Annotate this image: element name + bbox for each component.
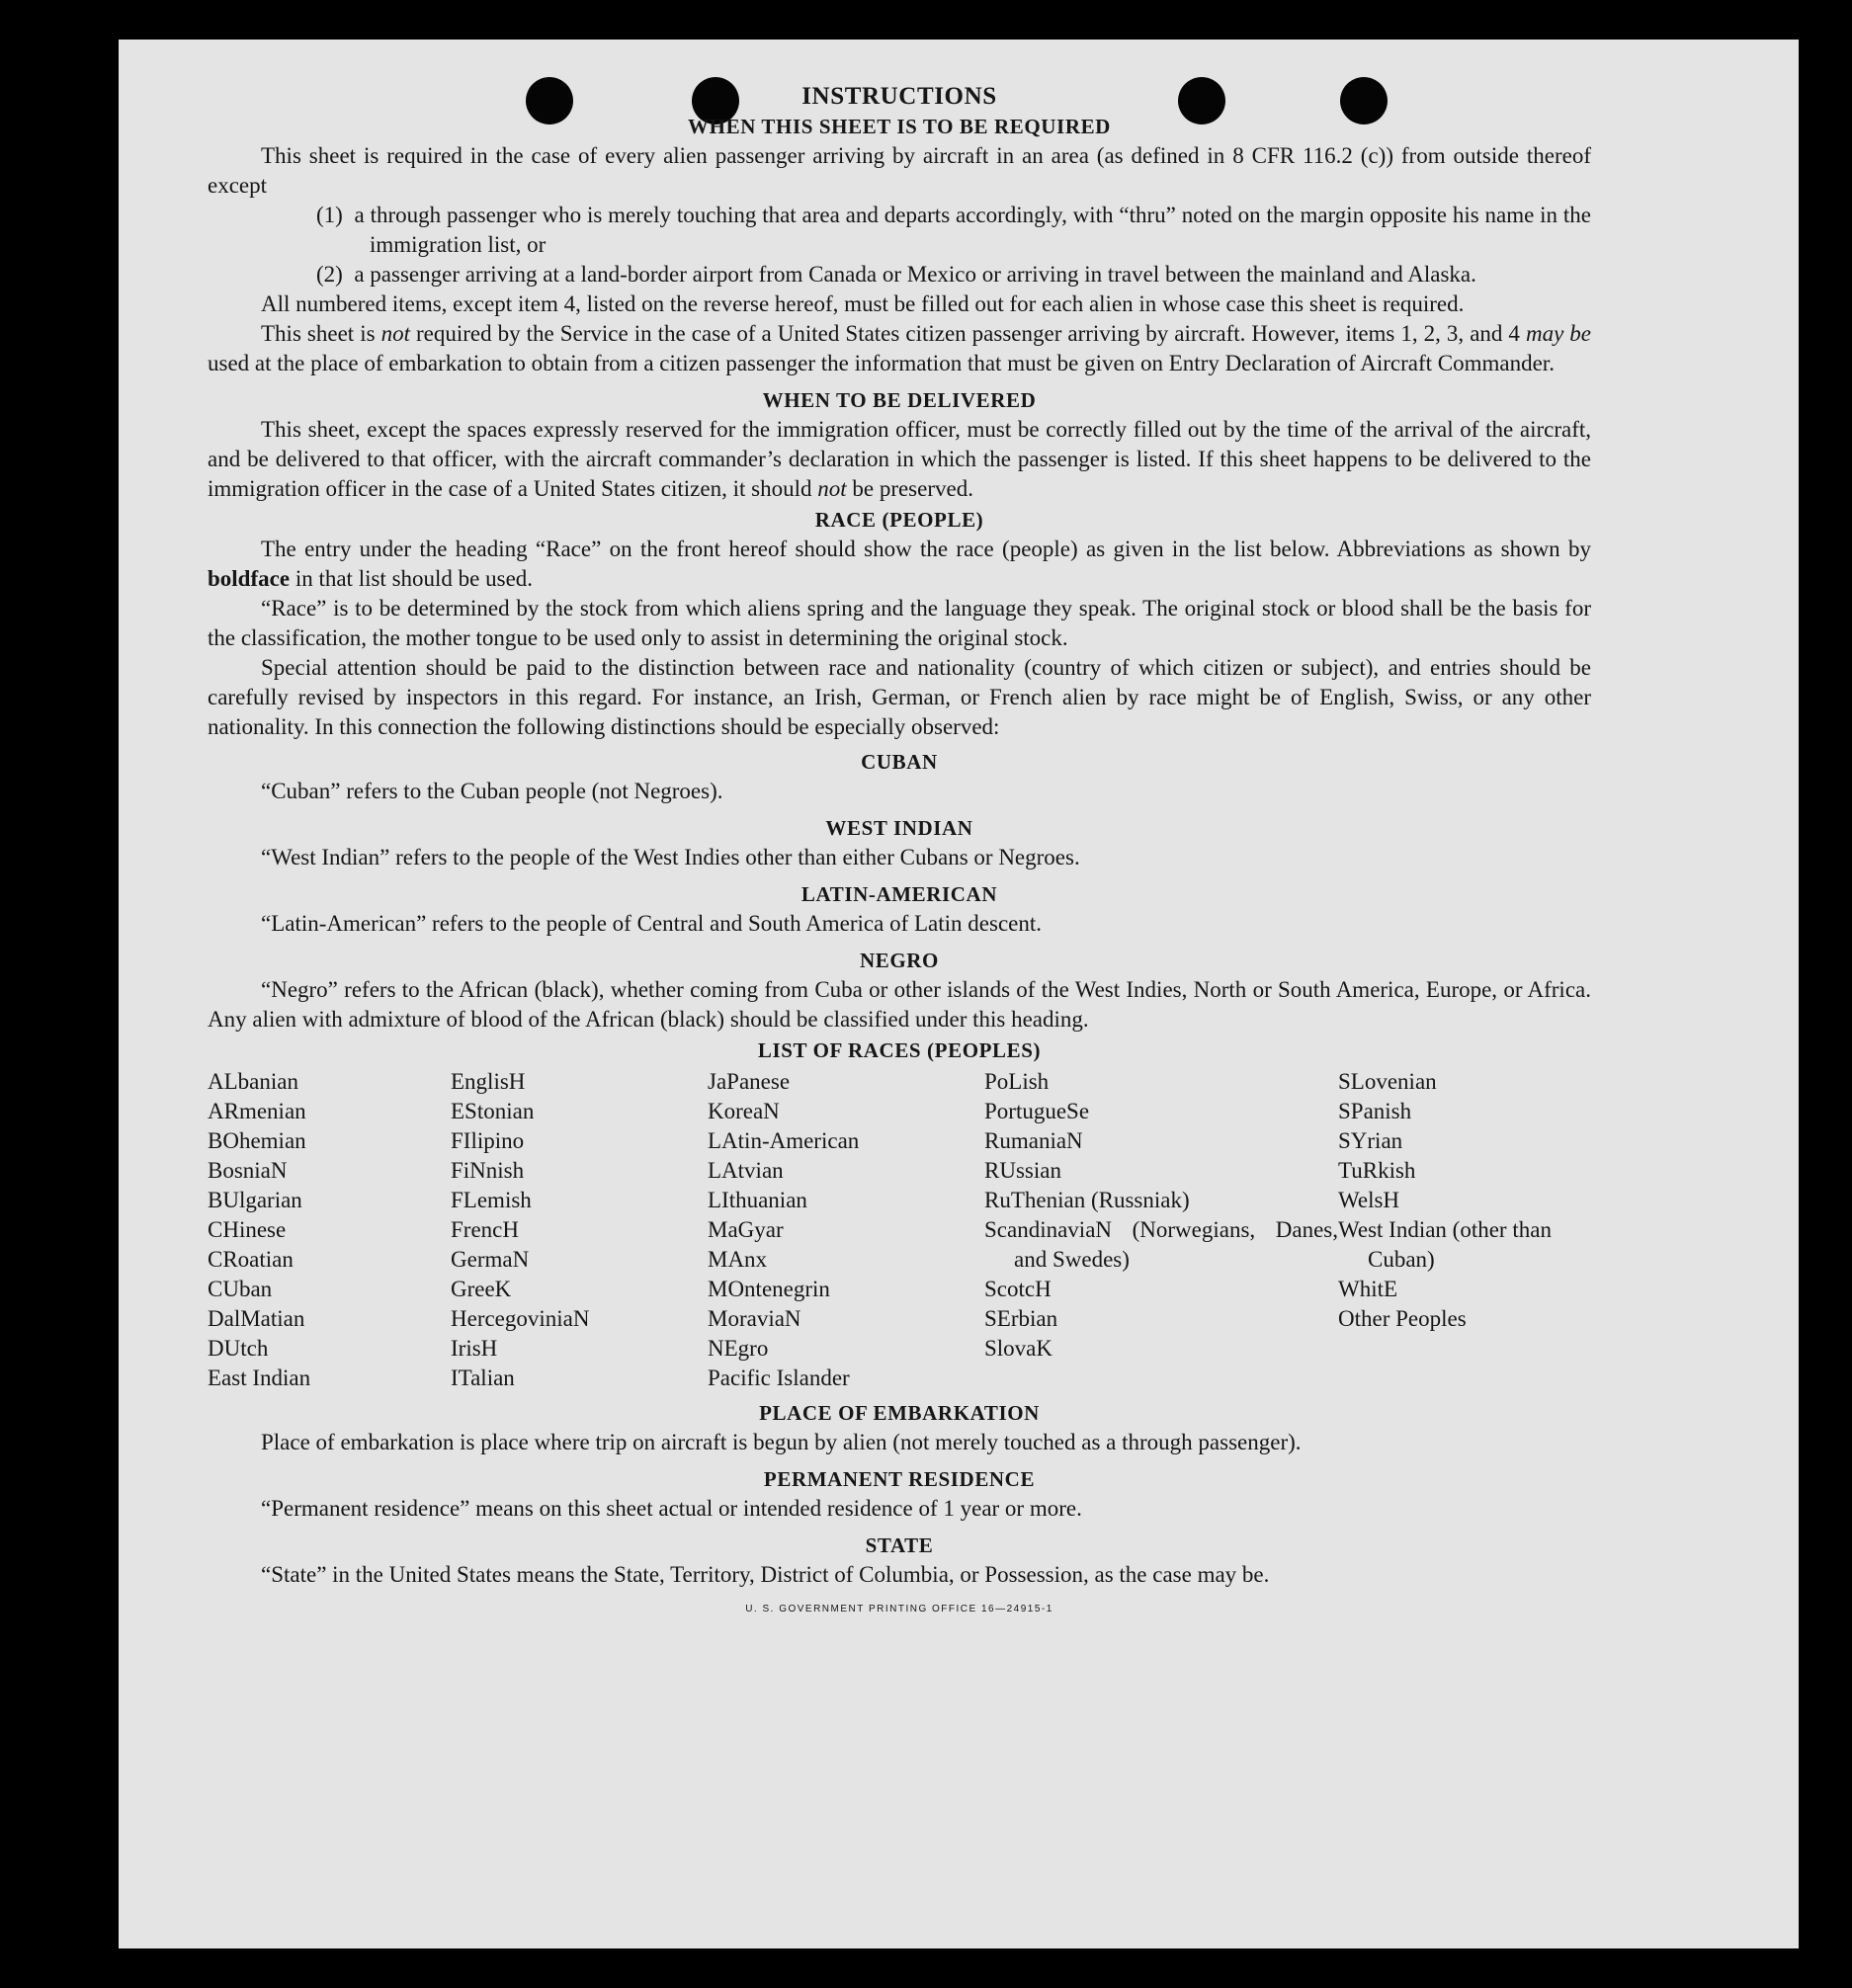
races-column [208, 1067, 451, 1393]
race-entry: BUlgarian [208, 1188, 302, 1212]
section-heading-delivered: WHEN TO BE DELIVERED [762, 388, 1037, 412]
text-run: used at the place of embarkation to obtain from a citizen passenger the information that must be given on Entry Declaration of Aircraft Commander. [208, 351, 1555, 375]
emphasis: not [817, 476, 847, 501]
section-heading-required: WHEN THIS SHEET IS TO BE REQUIRED [688, 115, 1111, 138]
races-column [984, 1067, 1338, 1393]
race-entry: ITalian [451, 1366, 515, 1390]
race-entry: GreeK [451, 1277, 512, 1301]
bold-text: boldface [208, 566, 291, 591]
section-heading-state: STATE [865, 1533, 934, 1557]
section-heading-races-list: LIST OF RACES (PEOPLES) [757, 1038, 1042, 1062]
race-entry: EnglisH [451, 1069, 526, 1094]
race-entry: Other Peoples [1338, 1306, 1467, 1331]
cuban-definition: “Cuban” refers to the Cuban people (not Negroes). [261, 779, 723, 803]
race-entry: DUtch [208, 1336, 269, 1361]
citizen-paragraph [208, 319, 1591, 378]
race-entry: CHinese [208, 1217, 287, 1242]
race-entry: LAtin-American [708, 1128, 860, 1153]
race-entry: MaGyar [708, 1217, 784, 1242]
race-entry: Pacific Islander [708, 1366, 850, 1390]
race-entry: IrisH [451, 1336, 498, 1361]
text-run: required by the Service in the case of a United States citizen passenger arriving by aircraft. However, items 1, 2, 3, and 4 [409, 321, 1526, 346]
section-heading-cuban: CUBAN [861, 750, 938, 774]
race-entry: SlovaK [984, 1336, 1052, 1361]
document-page [119, 40, 1799, 1948]
race-entry: TuRkish [1338, 1158, 1416, 1183]
race-entry: FLemish [451, 1188, 532, 1212]
race-entry: ScotcH [984, 1277, 1052, 1301]
race-paragraph-3: Special attention should be paid to the distinction between race and nationality (country of which citizen or subject), and entries should be carefully revised by inspectors in this regard. For instance, an Irish, German, or French alien by race might be of English, Swiss, or any other nationality. In this connection the following distinctions should be especially observed: [208, 655, 1591, 739]
text-run: be preserved. [846, 476, 973, 501]
race-entry: PoLish [984, 1069, 1050, 1094]
section-heading-negro: NEGRO [859, 949, 939, 972]
residence-definition: “Permanent residence” means on this sheet actual or intended residence of 1 year or more. [261, 1496, 1082, 1521]
race-entry: RUssian [984, 1158, 1061, 1183]
race-entry: PortugueSe [984, 1099, 1090, 1123]
section-heading-embarkation: PLACE OF EMBARKATION [759, 1401, 1040, 1425]
race-entry: MOntenegrin [708, 1277, 830, 1301]
document-body [208, 83, 1591, 1615]
item-text: a through passenger who is merely touching that area and departs accordingly, with “thru” noted on the margin opposite his name in the immigration list, or [354, 203, 1592, 257]
races-list [208, 1067, 1591, 1393]
races-column [1338, 1067, 1591, 1393]
item-number: (2) [316, 262, 343, 287]
race-entry: WelsH [1338, 1188, 1400, 1212]
race-entry: RumaniaN [984, 1128, 1083, 1153]
emphasis: may be [1525, 321, 1592, 346]
race-entry: MAnx [708, 1247, 768, 1272]
race-entry: WhitE [1338, 1277, 1398, 1301]
race-entry: EStonian [451, 1099, 535, 1123]
text-run: This sheet is [261, 321, 381, 346]
race-entry: HercegoviniaN [451, 1306, 590, 1331]
required-paragraph: This sheet is required in the case of every alien passenger arriving by aircraft in an area (as defined in 8 CFR 116.2 (c)) from outside thereof except [208, 143, 1591, 198]
latin-american-definition: “Latin-American” refers to the people of Central and South America of Latin descent. [261, 911, 1042, 936]
race-entry: SPanish [1338, 1099, 1412, 1123]
race-entry: SErbian [984, 1306, 1058, 1331]
race-entry: ScandinaviaN (Norwegians, Danes, and Swedes) [984, 1217, 1338, 1272]
text-run: The entry under the heading “Race” on the front hereof should show the race (people) as given in the list below. Abbreviations as shown by [261, 537, 1591, 561]
text-run: This sheet, except the spaces expressly reserved for the immigration officer, must be correctly filled out by the time of the arrival of the aircraft, and be delivered to that officer, with the aircraft commander’s declaration in which the passenger is listed. If this sheet happens to be delivered to the immigration officer in the case of a United States citizen, it should [208, 417, 1591, 501]
race-entry: SLovenian [1338, 1069, 1437, 1094]
race-entry: LIthuanian [708, 1188, 807, 1212]
printer-imprint: U. S. GOVERNMENT PRINTING OFFICE 16—24915-1 [745, 1604, 1053, 1615]
race-entry: MoraviaN [708, 1306, 801, 1331]
race-entry: East Indian [208, 1366, 311, 1390]
race-entry: FIlipino [451, 1128, 525, 1153]
race-entry: SYrian [1338, 1128, 1403, 1153]
section-heading-race: RACE (PEOPLE) [814, 508, 984, 532]
west-indian-definition: “West Indian” refers to the people of the West Indies other than either Cubans or Negroes. [261, 845, 1080, 870]
race-entry: ALbanian [208, 1069, 298, 1094]
race-entry: West Indian (other than Cuban) [1338, 1217, 1552, 1272]
page-title: INSTRUCTIONS [801, 83, 997, 110]
race-entry: NEgro [708, 1336, 769, 1361]
exception-item-2 [316, 260, 1591, 290]
race-entry: ARmenian [208, 1099, 306, 1123]
item-number: (1) [316, 203, 343, 227]
section-heading-residence: PERMANENT RESIDENCE [763, 1467, 1036, 1491]
negro-definition: “Negro” refers to the African (black), whether coming from Cuba or other islands of the West Indies, North or South America, Europe, or Africa. Any alien with admixture of blood of the African (black) should be classified under this heading. [208, 977, 1591, 1032]
races-column [708, 1067, 984, 1393]
race-entry: FrencH [451, 1217, 519, 1242]
race-entry: KoreaN [708, 1099, 780, 1123]
race-entry: BOhemian [208, 1128, 306, 1153]
race-paragraph-1 [208, 535, 1591, 594]
embarkation-definition: Place of embarkation is place where trip on aircraft is begun by alien (not merely touched as a through passenger). [261, 1430, 1302, 1454]
race-entry: RuThenian (Russniak) [984, 1188, 1190, 1212]
race-entry: FiNnish [451, 1158, 525, 1183]
delivery-paragraph [208, 415, 1591, 504]
race-entry: DalMatian [208, 1306, 305, 1331]
race-entry: BosniaN [208, 1158, 288, 1183]
item-text: a passenger arriving at a land-border airport from Canada or Mexico or arriving in travel between the mainland and Alaska. [354, 262, 1476, 287]
text-run: in that list should be used. [290, 566, 534, 591]
section-heading-west-indian: WEST INDIAN [825, 816, 973, 840]
section-heading-latin-american: LATIN-AMERICAN [800, 882, 998, 906]
emphasis: not [380, 321, 410, 346]
state-definition: “State” in the United States means the State, Territory, District of Columbia, or Possession, as the case may be. [261, 1562, 1270, 1587]
race-entry: GermaN [451, 1247, 530, 1272]
race-entry: CRoatian [208, 1247, 294, 1272]
races-column [451, 1067, 708, 1393]
exception-item-1 [316, 201, 1591, 260]
race-entry: LAtvian [708, 1158, 784, 1183]
race-entry: JaPanese [708, 1069, 791, 1094]
race-entry: CUban [208, 1277, 273, 1301]
race-paragraph-2: “Race” is to be determined by the stock from which aliens spring and the language they speak. The original stock or blood shall be the basis for the classification, the mother tongue to be used only to assist in determining the original stock. [208, 596, 1591, 650]
numbered-items-paragraph: All numbered items, except item 4, listed on the reverse hereof, must be filled out for each alien in whose case this sheet is required. [261, 291, 1465, 316]
